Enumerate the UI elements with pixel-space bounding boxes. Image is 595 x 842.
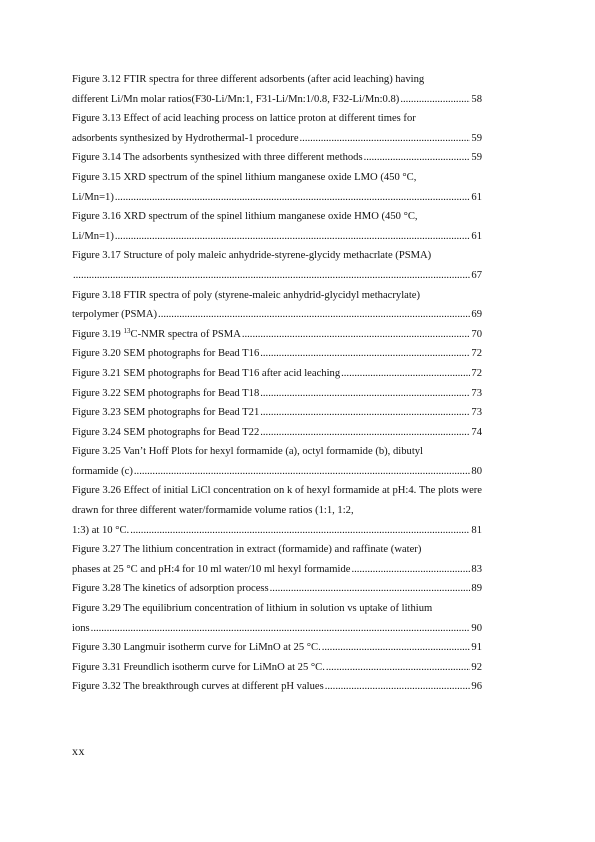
entry-line (72, 305, 482, 325)
entry-label: 1:3) at 10 °C. (72, 524, 130, 536)
entry-line (72, 384, 482, 404)
entry-text: Figure 3.29 The equilibrium concentration of lithium in solution vs uptake of lithium (72, 603, 433, 615)
entry-text: Figure 3.25 Van’t Hoff Plots for hexyl formamide (a), octyl formamide (b), dibutyl (72, 446, 423, 458)
entry-line (72, 364, 482, 384)
entry-text: Figure 3.17 Structure of poly maleic anhydride-styrene-glycidy methacrlate (PSMA) (72, 250, 432, 262)
toc-entry (72, 207, 482, 246)
toc-entry (72, 540, 482, 579)
toc-entry (72, 442, 482, 481)
entry-label: Figure 3.20 SEM photographs for Bead T16 (72, 348, 260, 360)
dot-leader (260, 403, 470, 423)
entry-label: Figure 3.28 The kinetics of adsorption process (72, 583, 269, 595)
entry-line (72, 638, 482, 658)
page-number: 74 (471, 426, 482, 438)
list-of-figures (72, 70, 482, 697)
entry-label: Figure 3.32 The breakthrough curves at different pH values (72, 681, 324, 693)
entry-label: phases at 25 °C and pH:4 for 10 ml water/10 ml hexyl formamide (72, 563, 351, 575)
isotope-superscript: 13 (123, 326, 131, 335)
page-number: 91 (471, 642, 482, 654)
dot-leader (73, 266, 470, 286)
entry-line (72, 129, 482, 149)
entry-line (72, 403, 482, 423)
page-number: 81 (471, 524, 482, 536)
entry-label-prefix: Figure 3.19 (72, 328, 124, 340)
entry-label: Figure 3.24 SEM photographs for Bead T22 (72, 426, 260, 438)
page-number: 72 (471, 348, 482, 360)
entry-label-suffix: C-NMR spectra of PSMA (130, 328, 241, 340)
entry-text: Figure 3.12 FTIR spectra for three different adsorbents (after acid leaching) having (72, 74, 425, 85)
page-number: 90 (471, 622, 482, 634)
dot-leader (242, 325, 471, 345)
page-number: 83 (471, 563, 482, 575)
page-number: 61 (471, 230, 482, 242)
entry-label: different Li/Mn molar ratios(F30-Li/Mn:1, F31-Li/Mn:1/0.8, F32-Li/Mn:0.8) (72, 93, 400, 105)
toc-entry (72, 148, 482, 168)
entry-line (72, 188, 482, 208)
entry-label: formamide (c) (72, 465, 133, 477)
dot-leader (325, 677, 471, 697)
toc-entry (72, 246, 482, 285)
page-number: 73 (471, 407, 482, 419)
entry-text: Figure 3.13 Effect of acid leaching process on lattice proton at different times for (72, 113, 416, 125)
toc-entry (72, 658, 482, 678)
entry-line (72, 148, 482, 168)
entry-line (72, 266, 482, 286)
entry-line (72, 521, 482, 541)
entry-label (72, 325, 241, 345)
dot-leader (158, 305, 470, 325)
toc-entry (72, 344, 482, 364)
dot-leader (341, 364, 470, 384)
dot-leader (351, 560, 470, 580)
dot-leader (400, 90, 470, 110)
page-number: 96 (471, 681, 482, 693)
page-number: 59 (471, 132, 482, 144)
dot-leader (260, 384, 470, 404)
page-number: 92 (471, 661, 482, 673)
toc-entry (72, 168, 482, 207)
entry-label: Li/Mn=1) (72, 191, 114, 203)
entry-line (72, 325, 482, 345)
entry-line (72, 619, 482, 639)
entry-label: Figure 3.30 Langmuir isotherm curve for LiMnO at 25 °C. (72, 642, 321, 654)
toc-entry (72, 677, 482, 697)
entry-label: adsorbents synthesized by Hydrothermal-1 procedure (72, 132, 299, 144)
entry-label: Figure 3.31 Freundlich isotherm curve for LiMnO at 25 °C. (72, 661, 325, 673)
dot-leader (326, 658, 471, 678)
entry-line (72, 677, 482, 697)
dot-leader (322, 638, 471, 658)
toc-entry (72, 599, 482, 638)
page-number: 89 (471, 583, 482, 595)
dot-leader (130, 521, 470, 541)
entry-line (72, 423, 482, 443)
page-number: 73 (471, 387, 482, 399)
toc-entry (72, 364, 482, 384)
entry-text: Figure 3.26 Effect of initial LiCl concentration on k of hexyl formamide at pH:4. The plots were drawn for three different water/formamide volume ratios (1:1, 1:2, (72, 485, 482, 517)
page-number: 61 (471, 191, 482, 203)
page-number: 70 (471, 328, 482, 340)
page-number: 59 (471, 152, 482, 164)
entry-line (72, 579, 482, 599)
entry-label: Figure 3.21 SEM photographs for Bead T16 after acid leaching (72, 367, 341, 379)
entry-line (72, 560, 482, 580)
entry-line (72, 462, 482, 482)
entry-line (72, 90, 482, 110)
page-number: 67 (471, 269, 482, 281)
page-number: 72 (471, 367, 482, 379)
entry-text: Figure 3.18 FTIR spectra of poly (styrene-maleic anhydrid-glycidyl methacrylate) (72, 289, 421, 301)
toc-entry (72, 423, 482, 443)
entry-label: Li/Mn=1) (72, 230, 114, 242)
page-number: 58 (471, 93, 482, 105)
entry-line (72, 658, 482, 678)
dot-leader (91, 619, 471, 639)
dot-leader (300, 129, 471, 149)
page-number: 69 (471, 309, 482, 321)
entry-line (72, 344, 482, 364)
entry-label: Figure 3.14 The adsorbents synthesized with three different methods (72, 152, 363, 164)
entry-label: terpolymer (PSMA) (72, 309, 158, 321)
toc-entry (72, 109, 482, 148)
toc-entry (72, 384, 482, 404)
dot-leader (134, 462, 471, 482)
dot-leader (260, 423, 470, 443)
page-footer-number: xx (72, 744, 85, 758)
toc-entry (72, 579, 482, 599)
entry-text: Figure 3.16 XRD spectrum of the spinel lithium manganese oxide HMO (450 °C, (72, 211, 418, 223)
toc-entry (72, 70, 482, 109)
toc-entry (72, 403, 482, 423)
toc-entry (72, 481, 482, 540)
dot-leader (115, 188, 471, 208)
dot-leader (260, 344, 470, 364)
entry-label: Figure 3.23 SEM photographs for Bead T21 (72, 407, 260, 419)
toc-entry (72, 325, 482, 345)
dot-leader (115, 227, 471, 247)
toc-entry (72, 638, 482, 658)
entry-label: ions (72, 622, 90, 634)
entry-line (72, 227, 482, 247)
toc-entry (72, 286, 482, 325)
dot-leader (270, 579, 471, 599)
page-number: 80 (471, 465, 482, 477)
entry-text: Figure 3.27 The lithium concentration in extract (formamide) and raffinate (water) (72, 544, 422, 556)
entry-label: Figure 3.22 SEM photographs for Bead T18 (72, 387, 260, 399)
entry-text: Figure 3.15 XRD spectrum of the spinel lithium manganese oxide LMO (450 °C, (72, 171, 417, 183)
dot-leader (364, 148, 471, 168)
